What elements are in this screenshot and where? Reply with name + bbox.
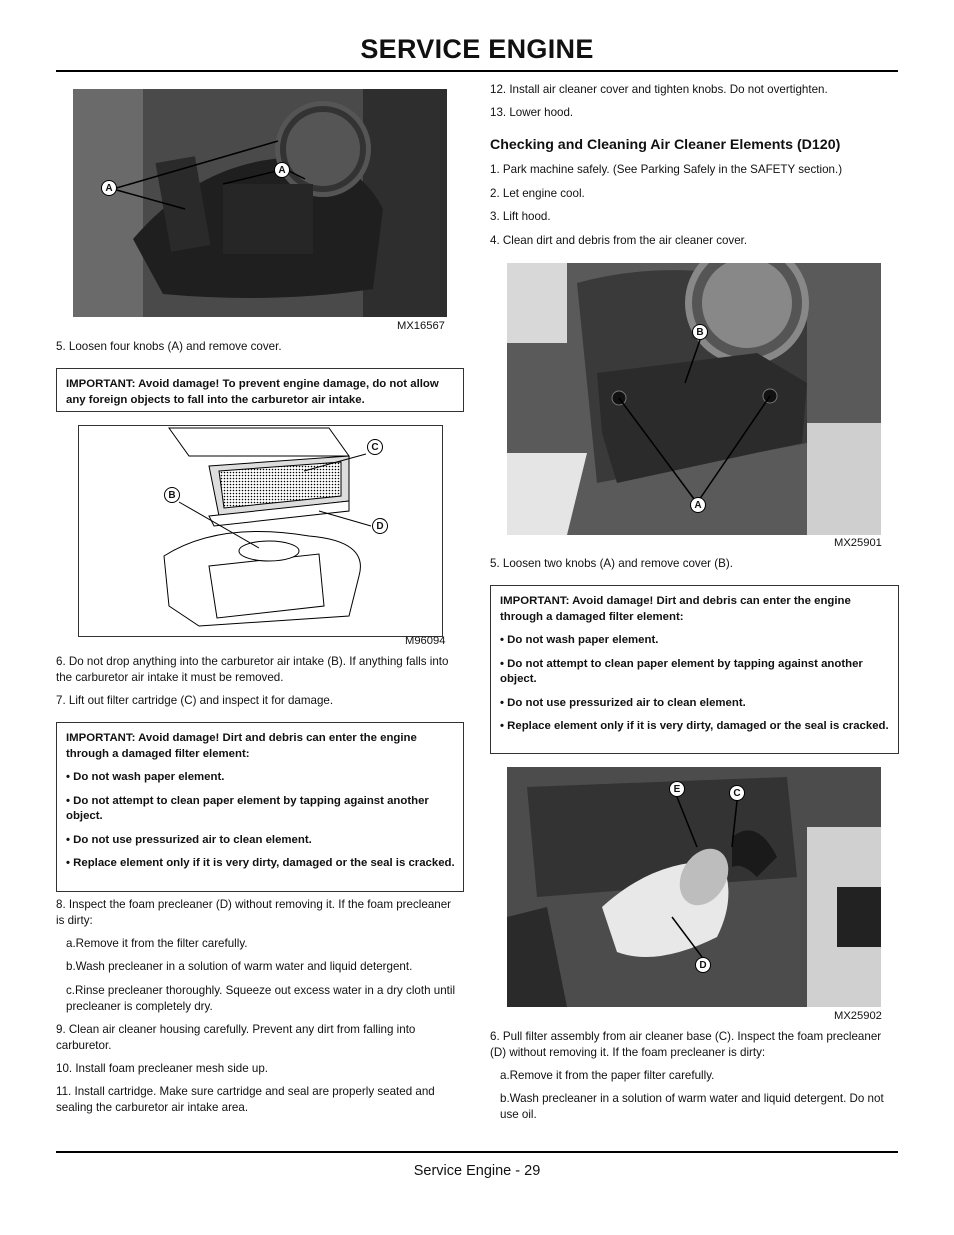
important-text: IMPORTANT: Avoid damage! Dirt and debris can enter the engine through a damaged filter element: (500, 595, 851, 623)
page-title: SERVICE ENGINE (360, 34, 594, 64)
header-rule (56, 70, 898, 72)
footer-rule (56, 1151, 898, 1153)
figure-caption: M96094 (405, 635, 446, 647)
step-8b: b.Wash precleaner in a solution of warm water and liquid detergent. (66, 960, 413, 973)
important-bullet: • Do not use pressurized air to clean element. (66, 833, 312, 846)
important-bullet: • Do not attempt to clean paper element by tapping against another object. (66, 794, 429, 822)
important-text: IMPORTANT: Avoid damage! Dirt and debris can enter the engine through a damaged filter element: (66, 732, 417, 760)
important-bullet: • Do not attempt to clean paper element by tapping against another object. (500, 657, 863, 685)
important-bullet: • Replace element only if it is very dirty, damaged or the seal is cracked. (66, 857, 455, 869)
important-bullet: • Do not use pressurized air to clean element. (500, 696, 746, 709)
callout-b: B (164, 487, 180, 503)
step-12: 12. Install air cleaner cover and tighten knobs. Do not overtighten. (490, 83, 828, 96)
important-notice (56, 368, 464, 412)
filter-exploded-drawing (78, 425, 443, 637)
engine-cover-photo (73, 89, 447, 317)
section-heading: Checking and Cleaning Air Cleaner Elements (D120) (490, 137, 841, 153)
important-text: IMPORTANT: Avoid damage! To prevent engine damage, do not allow any foreign objects to fall into the carburetor air intake. (66, 378, 439, 406)
figure-caption: MX16567 (397, 320, 445, 332)
callout-e: E (669, 781, 685, 797)
important-bullet: • Replace element only if it is very dirty, damaged or the seal is cracked. (500, 720, 889, 732)
step-8a: a.Remove it from the filter carefully. (66, 937, 248, 950)
right-step-4: 4. Clean dirt and debris from the air cleaner cover. (490, 234, 748, 247)
step-6: 6. Do not drop anything into the carburetor air intake (B). If anything falls into the carburetor air intake it must be removed. (56, 655, 449, 684)
step-9: 9. Clean air cleaner housing carefully. Prevent any dirt from falling into carburetor. (56, 1023, 416, 1052)
important-bullet: • Do not wash paper element. (66, 771, 225, 783)
callout-d: D (372, 518, 388, 534)
step-8: 8. Inspect the foam precleaner (D) without removing it. If the foam precleaner is dirty: (56, 898, 452, 927)
step-5: 5. Loosen four knobs (A) and remove cover. (56, 340, 282, 353)
page-footer: Service Engine - 29 (413, 1163, 541, 1179)
important-notice (490, 585, 899, 754)
callout-c: C (729, 785, 745, 801)
right-step-6a: a.Remove it from the paper filter carefully. (500, 1069, 715, 1082)
step-7: 7. Lift out filter cartridge (C) and inspect it for damage. (56, 694, 334, 707)
step-13: 13. Lower hood. (490, 106, 574, 119)
right-step-2: 2. Let engine cool. (490, 187, 585, 200)
callout-a: A (690, 497, 706, 513)
filter-assembly-photo (507, 767, 881, 1007)
callout-a-left: A (101, 180, 117, 196)
important-bullet: • Do not wash paper element. (500, 634, 659, 646)
figure-caption: MX25902 (834, 1010, 882, 1022)
important-notice (56, 722, 464, 892)
right-step-3: 3. Lift hood. (490, 210, 551, 223)
air-cleaner-cover-photo (507, 263, 881, 535)
callout-d: D (695, 957, 711, 973)
step-8c: c.Rinse precleaner thoroughly. Squeeze out excess water in a dry cloth until precleaner is completely dry. (66, 984, 456, 1013)
callout-b: B (692, 324, 708, 340)
right-step-1: 1. Park machine safely. (See Parking Safely in the SAFETY section.) (490, 163, 843, 176)
right-step-6b: b.Wash precleaner in a solution of warm water and liquid detergent. Do not use oil. (500, 1092, 884, 1121)
figure-caption: MX25901 (834, 537, 882, 549)
step-10: 10. Install foam precleaner mesh side up. (56, 1062, 269, 1075)
step-11: 11. Install cartridge. Make sure cartridge and seal are properly seated and sealing the carburetor air intake area. (56, 1085, 435, 1114)
callout-a-right: A (274, 162, 290, 178)
right-step-5: 5. Loosen two knobs (A) and remove cover (B). (490, 557, 733, 570)
callout-c: C (367, 439, 383, 455)
right-step-6: 6. Pull filter assembly from air cleaner base (C). Inspect the foam precleaner (D) without removing it. If the foam precleaner is dirty: (490, 1030, 882, 1059)
